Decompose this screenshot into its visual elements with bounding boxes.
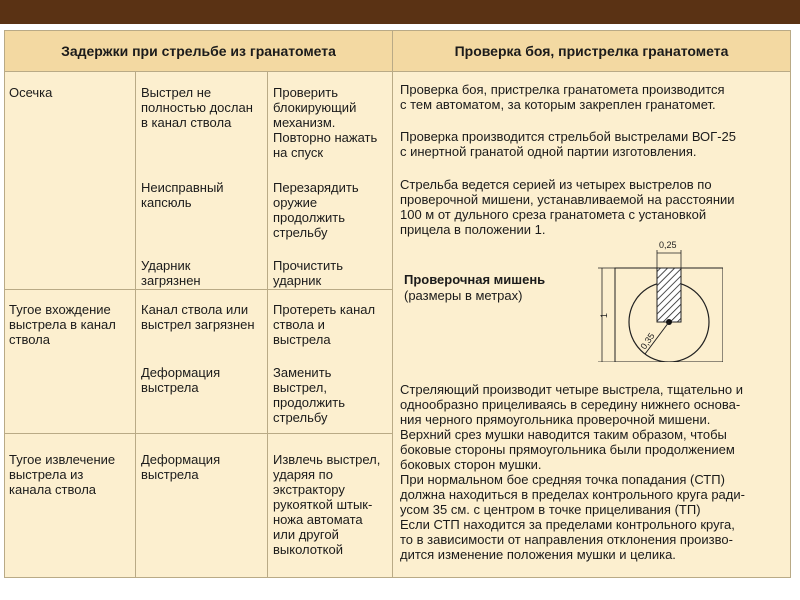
col-divider-1 — [135, 71, 136, 577]
remedy-2-1: Протереть канал ствола и выстрела — [273, 302, 376, 347]
dim-height-label: 1 — [599, 312, 609, 318]
check-paragraph-4: Стреляющий производит четыре выстрела, тщательно и однообразно прицеливаясь в середину нижнего основа- ния черного прямоугольника проверочной мишени. Верхний срез мушки наводится таким образом, чтобы боковые стороны прямоугольника были продолжением боковых сторон мушки. При нормальном бое средняя точка попадания (СТП) должна находиться в пределах контрольного круга ради- усом 35 см. с центром в точке прицеливания (ТП) Если СТП находится за пределами контрольного круга, то в зависимости от направления отклонения произво- дится изменение положения мушки и целика. — [400, 382, 745, 562]
check-paragraph-1: Проверка боя, пристрелка гранатомета производится с тем автоматом, за которым закреплен гранатомет. — [400, 82, 725, 112]
cause-2-2: Деформация выстрела — [141, 365, 221, 395]
malfunction-tight-extraction: Тугое извлечение выстрела из канала ствола — [9, 452, 116, 497]
remedy-3-1: Извлечь выстрел, ударяя по экстрактору рукояткой штык- ножа автомата или другой выколоткой — [273, 452, 381, 557]
remedy-1-1: Проверить блокирующий механизм. Повторно нажать на спуск — [273, 85, 378, 160]
delays-header: Задержки при стрельбе из гранатомета — [5, 31, 393, 72]
cause-1-3: Ударник загрязнен — [141, 258, 201, 288]
remedy-1-2: Перезарядить оружие продолжить стрельбу — [273, 180, 359, 240]
check-header: Проверка боя, пристрелка гранатомета — [393, 31, 790, 72]
cause-2-1: Канал ствола или выстрел загрязнен — [141, 302, 255, 332]
dim-radius-label: 0,35 — [638, 331, 657, 352]
target-diagram — [593, 236, 723, 362]
row-divider-1 — [5, 289, 392, 290]
row-divider-2 — [5, 433, 392, 434]
col-divider-2 — [267, 71, 268, 577]
black-rectangle — [657, 268, 681, 322]
col-divider-3 — [392, 71, 393, 577]
malfunction-tight-entry: Тугое вхождение выстрела в канал ствола — [9, 302, 116, 347]
cause-3-1: Деформация выстрела — [141, 452, 221, 482]
remedy-2-2: Заменить выстрел, продолжить стрельбу — [273, 365, 346, 425]
check-paragraph-3: Стрельба ведется серией из четырех выстрелов по проверочной мишени, устанавливаемой на расстоянии 100 м от дульного среза гранатомета с установкой прицела в положении 1. — [400, 177, 735, 237]
target-title: Проверочная мишень — [404, 272, 546, 287]
remedy-1-3: Прочистить ударник — [273, 258, 343, 288]
cause-1-1: Выстрел не полностью дослан в канал ствола — [141, 85, 253, 130]
check-paragraph-2: Проверка производится стрельбой выстрелами ВОГ-25 с инертной гранатой одной партии изготовления. — [400, 129, 737, 159]
malfunction-misfire: Осечка — [9, 85, 53, 100]
top-band — [0, 0, 800, 24]
cause-1-2: Неисправный капсюль — [141, 180, 224, 210]
dim-width-label: 0,25 — [659, 240, 677, 250]
target-subtitle: (размеры в метрах) — [404, 288, 523, 303]
content-panel — [4, 30, 791, 578]
